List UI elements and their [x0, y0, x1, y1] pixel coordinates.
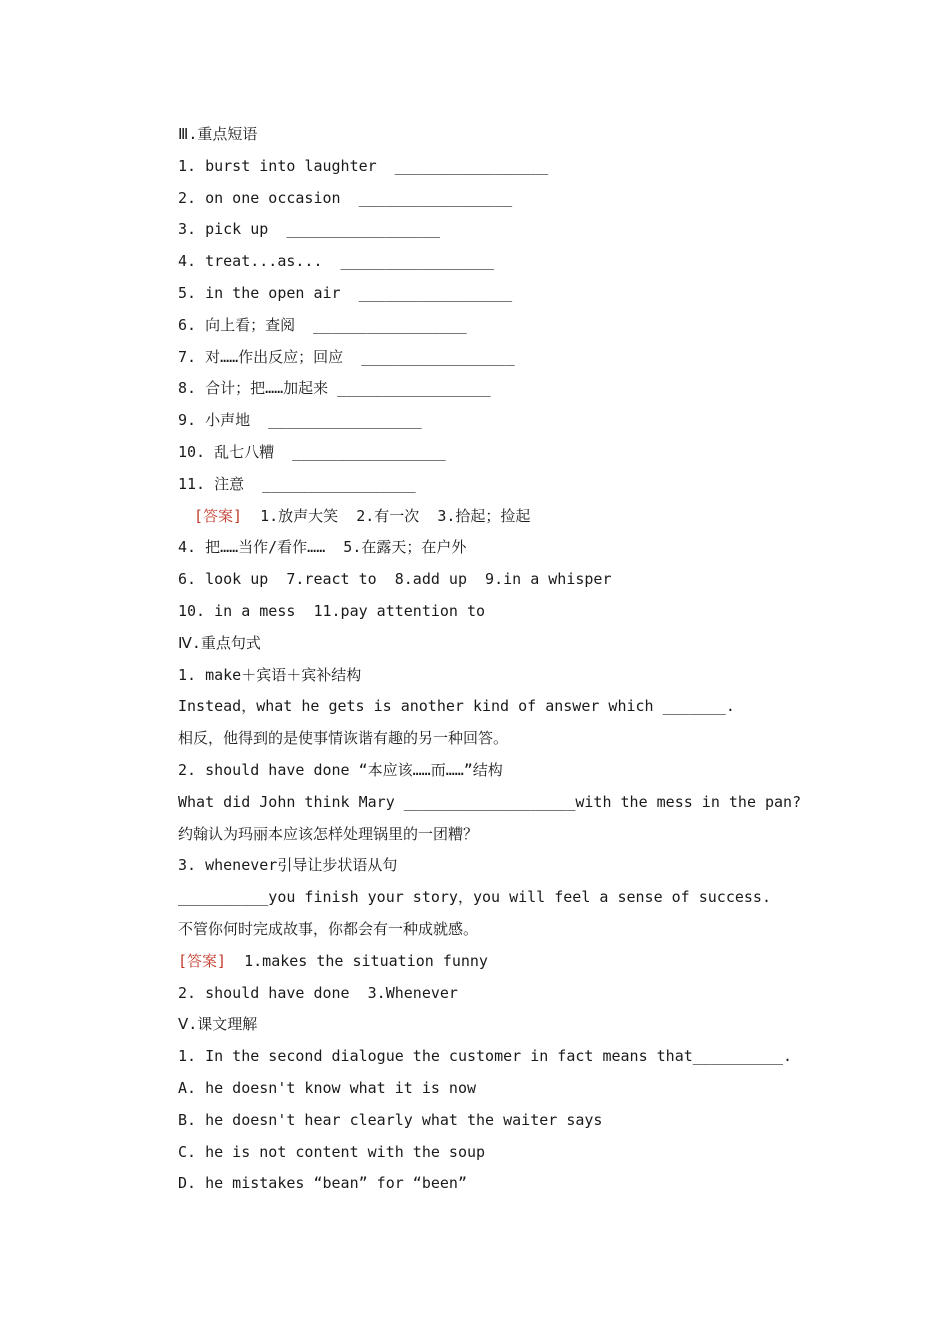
- comprehension-question-1: 1. In the second dialogue the customer in fact means that__________.: [178, 1047, 793, 1066]
- section-heading-comprehension: Ⅴ.课文理解: [178, 1015, 258, 1034]
- section-heading-key-sentences: Ⅳ.重点句式: [178, 633, 261, 652]
- phrase-question-6: 6. 向上看；查阅 _________________: [178, 315, 467, 334]
- sentence-example-3: __________you finish your story，you will feel a sense of success.: [178, 888, 771, 907]
- phrase-question-2: 2. on one occasion _________________: [178, 188, 513, 207]
- document-body: [178, 119, 802, 1200]
- phrase-answer-line-4: 10. in a mess 11.pay attention to: [178, 601, 486, 620]
- option-c: C. he is not content with the soup: [178, 1142, 486, 1161]
- phrase-answer-line-3: 6. look up 7.react to 8.add up 9.in a whisper: [178, 570, 612, 589]
- phrase-question-7: 7. 对……作出反应；回应 _________________: [178, 347, 515, 366]
- answer-text: 1.makes the situation funny: [244, 951, 488, 970]
- sentence-example-1: Instead，what he gets is another kind of answer which _______.: [178, 697, 735, 716]
- phrase-answer-line-1: [178, 501, 798, 533]
- phrase-question-3: 3. pick up _________________: [178, 220, 440, 239]
- answer-text: 1.放声大笑 2.有一次 3.拾起；捡起: [260, 506, 531, 525]
- phrase-question-1: 1. burst into laughter _________________: [178, 156, 549, 175]
- option-a: A. he doesn't know what it is now: [178, 1078, 477, 1097]
- sentence-example-2: What did John think Mary ___________________with the mess in the pan?: [178, 792, 802, 811]
- sentence-pattern-3: 3. whenever引导让步状语从句: [178, 856, 398, 875]
- phrase-question-4: 4. treat...as... _________________: [178, 252, 495, 271]
- answer-tag: [答案]: [194, 506, 243, 525]
- option-d: D. he mistakes “bean” for “been”: [178, 1174, 467, 1193]
- answer-tag: [答案]: [178, 951, 227, 970]
- sentence-pattern-2: 2. should have done “本应该……而……”结构: [178, 760, 503, 779]
- sentence-pattern-1: 1. make＋宾语＋宾补结构: [178, 665, 362, 684]
- sentence-answer-line-1: [178, 946, 798, 978]
- phrase-question-5: 5. in the open air _________________: [178, 283, 513, 302]
- phrase-question-10: 10. 乱七八糟 _________________: [178, 442, 446, 461]
- phrase-question-8: 8. 合计；把……加起来 _________________: [178, 379, 491, 398]
- sentence-translation-1: 相反，他得到的是使事情诙谐有趣的另一种回答。: [178, 729, 509, 748]
- sentence-answer-line-2: 2. should have done 3.Whenever: [178, 983, 458, 1002]
- sentence-translation-2: 约翰认为玛丽本应该怎样处理锅里的一团糟？: [178, 824, 479, 843]
- sentence-translation-3: 不管你何时完成故事，你都会有一种成就感。: [178, 919, 479, 938]
- option-b: B. he doesn't hear clearly what the waiter says: [178, 1110, 603, 1129]
- section-heading-key-phrases: Ⅲ.重点短语: [178, 125, 258, 143]
- phrase-question-11: 11. 注意 _________________: [178, 474, 416, 493]
- phrase-question-9: 9. 小声地 _________________: [178, 411, 422, 430]
- phrase-answer-line-2: 4. 把……当作/看作…… 5.在露天；在户外: [178, 538, 467, 557]
